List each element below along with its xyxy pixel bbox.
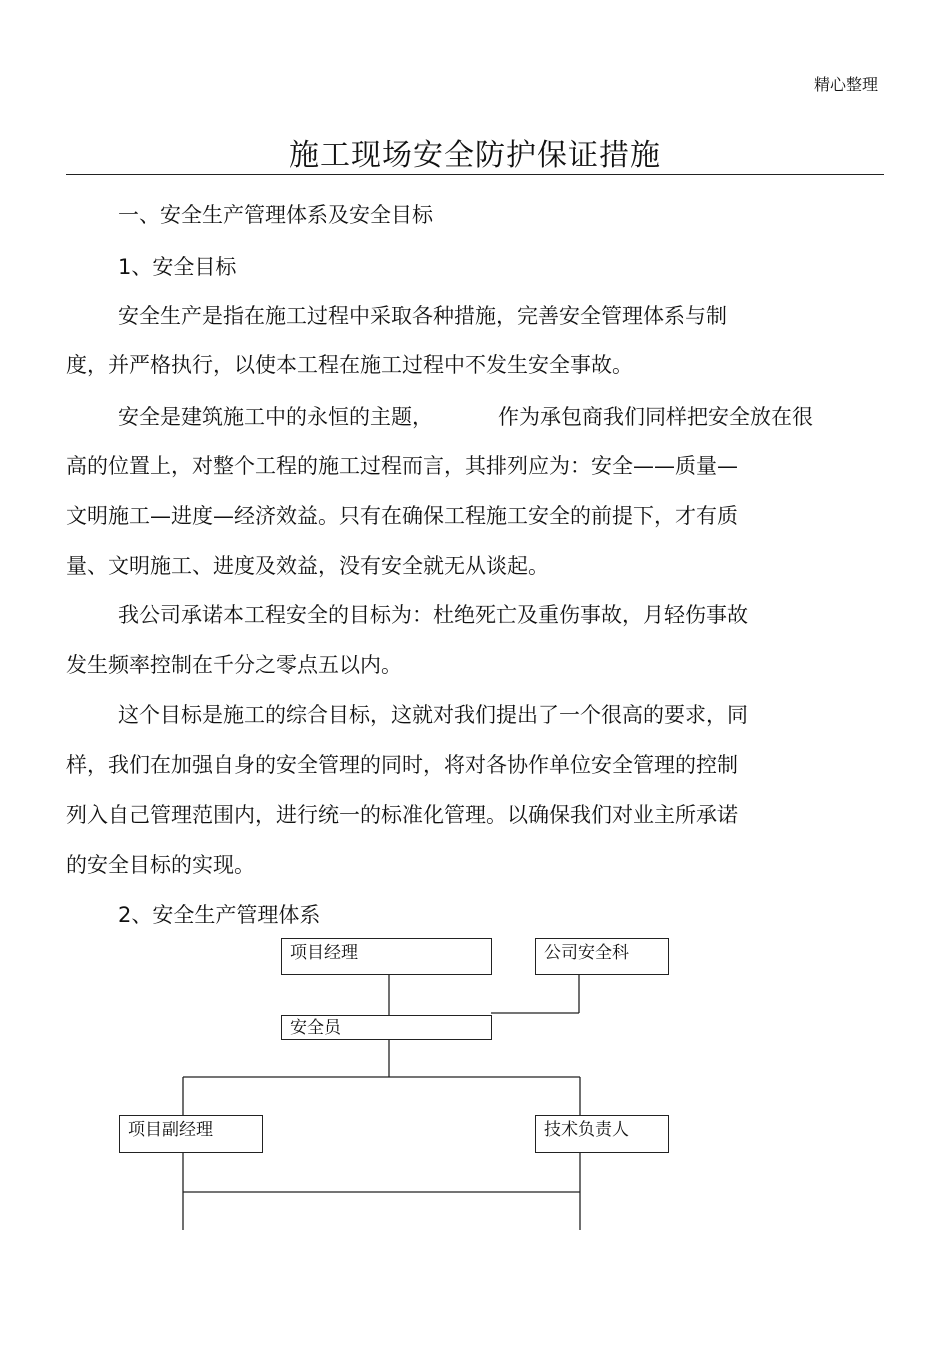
- paragraph-line: 安全生产是指在施工过程中采取各种措施，完善安全管理体系与制: [118, 304, 727, 328]
- org-box-label: 项目副经理: [128, 1120, 213, 1140]
- org-box-safety-officer: [281, 1015, 492, 1040]
- paragraph-line: 样，我们在加强自身的安全管理的同时，将对各协作单位安全管理的控制: [66, 753, 738, 777]
- paragraph-line: 度，并严格执行，以使本工程在施工过程中不发生安全事故。: [66, 353, 633, 377]
- paragraph-line: 安全是建筑施工中的永恒的主题，: [118, 405, 433, 429]
- paragraph-line: 这个目标是施工的综合目标，这就对我们提出了一个很高的要求，同: [118, 703, 748, 727]
- paragraph-line: 量、文明施工、进度及效益，没有安全就无从谈起。: [66, 554, 549, 578]
- subsection-heading-system: 2、安全生产管理体系: [118, 903, 321, 927]
- org-box-label: 安全员: [290, 1018, 341, 1038]
- org-box-project-manager: [281, 938, 492, 975]
- subsection-heading-goal: 1、安全目标: [118, 255, 237, 279]
- header-note: 精心整理: [813, 75, 878, 94]
- page-title: 施工现场安全防护保证措施: [289, 138, 661, 173]
- title-rule: [66, 174, 884, 175]
- org-box-technical-lead: [535, 1115, 669, 1153]
- paragraph-line: 高的位置上，对整个工程的施工过程而言，其排列应为：安全——质量—: [66, 454, 738, 478]
- org-box-deputy-manager: [119, 1115, 263, 1153]
- org-box-label: 公司安全科: [544, 943, 629, 963]
- paragraph-line: 文明施工—进度—经济效益。只有在确保工程施工安全的前提下，才有质: [66, 504, 738, 528]
- paragraph-line: 的安全目标的实现。: [66, 853, 255, 877]
- paragraph-line: 我公司承诺本工程安全的目标为：杜绝死亡及重伤事故，月轻伤事故: [118, 603, 748, 627]
- paragraph-line: 发生频率控制在千分之零点五以内。: [66, 653, 402, 677]
- section-heading: 一、安全生产管理体系及安全目标: [118, 203, 433, 227]
- org-box-label: 项目经理: [290, 943, 358, 963]
- org-box-company-safety-dept: [535, 938, 669, 975]
- org-box-label: 技术负责人: [544, 1120, 629, 1140]
- paragraph-line: 列入自己管理范围内，进行统一的标准化管理。以确保我们对业主所承诺: [66, 803, 738, 827]
- paragraph-line: 作为承包商我们同样把安全放在很: [498, 405, 813, 429]
